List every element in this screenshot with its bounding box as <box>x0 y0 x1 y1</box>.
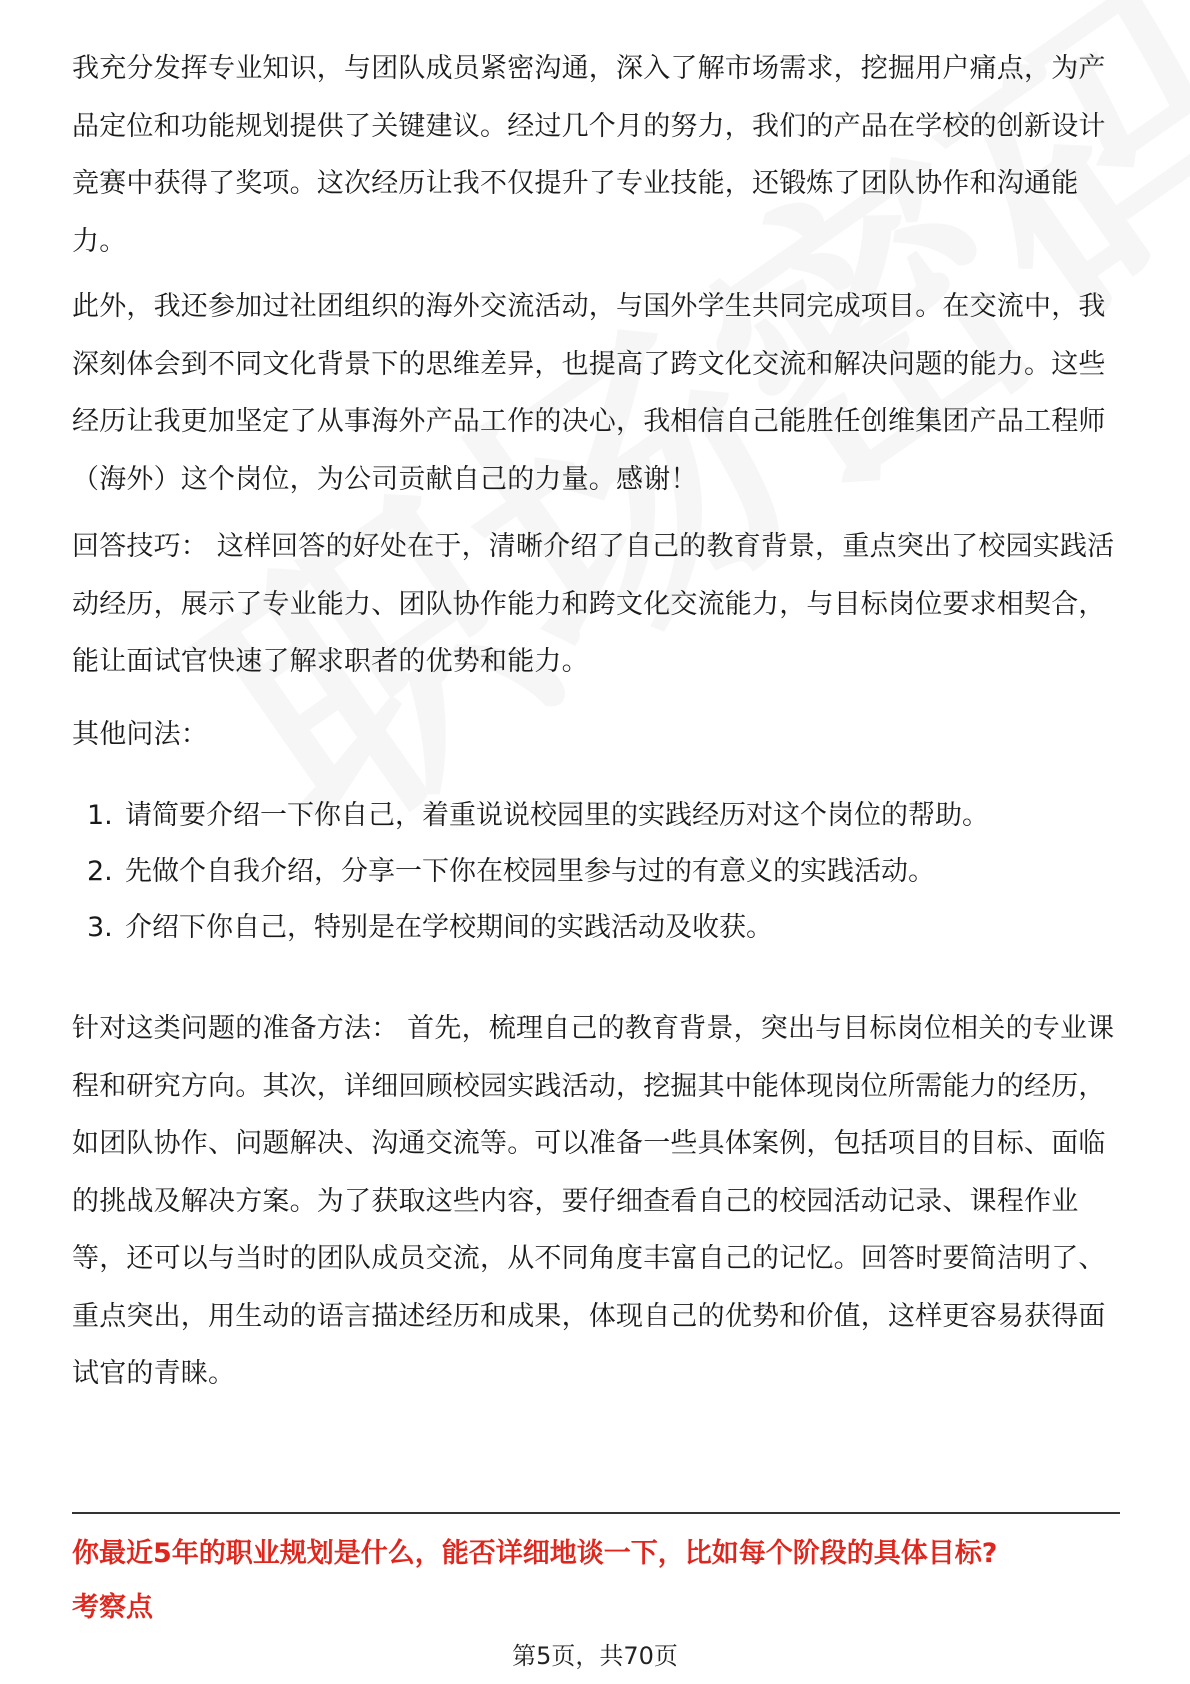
list-item-text: 先做个自我介绍，分享一下你在校园里参与过的有意义的实践活动。 <box>125 856 935 887</box>
next-question-title: 你最近5年的职业规划是什么，能否详细地谈一下，比如每个阶段的具体目标? <box>72 1538 998 1569</box>
next-section-label: 考察点 <box>72 1592 153 1623</box>
list-item <box>72 788 1120 844</box>
list-item <box>72 900 1120 956</box>
list-number: 3. <box>87 912 113 943</box>
page-number-footer: 第5页，共70页 <box>512 1642 678 1670</box>
paragraph-answer-tips: 回答技巧： 这样回答的好处在于，清晰介绍了自己的教育背景，重点突出了校园实践活动经历，展示了专业能力、团队协作能力和跨文化交流能力，与目标岗位要求相契合，能让面试官快速了解求职者的优势和能力。 <box>72 531 1115 677</box>
paragraph-preparation-method: 针对这类问题的准备方法： 首先，梳理自己的教育背景，突出与目标岗位相关的专业课程和研究方向。其次，详细回顾校园实践活动，挖掘其中能体现岗位所需能力的经历，如团队协作、问题解决、沟通交流等。可以准备一些具体案例，包括项目的目标、面临的挑战及解决方案。为了获取这些内容，要仔细查看自己的校园活动记录、课程作业等，还可以与当时的团队成员交流，从不同角度丰富自己的记忆。回答时要简洁明了、重点突出，用生动的语言描述经历和成果，体现自己的优势和价值，这样更容易获得面试官的青睐。 <box>72 1013 1115 1389</box>
section-divider <box>72 1512 1120 1514</box>
list-item-text: 请简要介绍一下你自己，着重说说校园里的实践经历对这个岗位的帮助。 <box>125 800 989 831</box>
list-item-text: 介绍下你自己，特别是在学校期间的实践活动及收获。 <box>125 912 773 943</box>
list-number: 2. <box>87 856 113 887</box>
list-number: 1. <box>87 800 113 831</box>
paragraph-other-questions-heading: 其他问法： <box>72 719 208 750</box>
list-item <box>72 844 1120 900</box>
paragraph-overseas-exchange: 此外，我还参加过社团组织的海外交流活动，与国外学生共同完成项目。在交流中，我深刻体会到不同文化背景下的思维差异，也提高了跨文化交流和解决问题的能力。这些经历让我更加坚定了从事海外产品工作的决心，我相信自己能胜任创维集团产品工程师（海外）这个岗位，为公司贡献自己的力量。感谢！ <box>72 291 1106 495</box>
paragraph-practice-experience: 我充分发挥专业知识，与团队成员紧密沟通，深入了解市场需求，挖掘用户痛点，为产品定位和功能规划提供了关键建议。经过几个月的努力，我们的产品在学校的创新设计竞赛中获得了奖项。这次经历让我不仅提升了专业技能，还锻炼了团队协作和沟通能力。 <box>72 53 1106 257</box>
other-questions-list <box>72 788 1120 956</box>
